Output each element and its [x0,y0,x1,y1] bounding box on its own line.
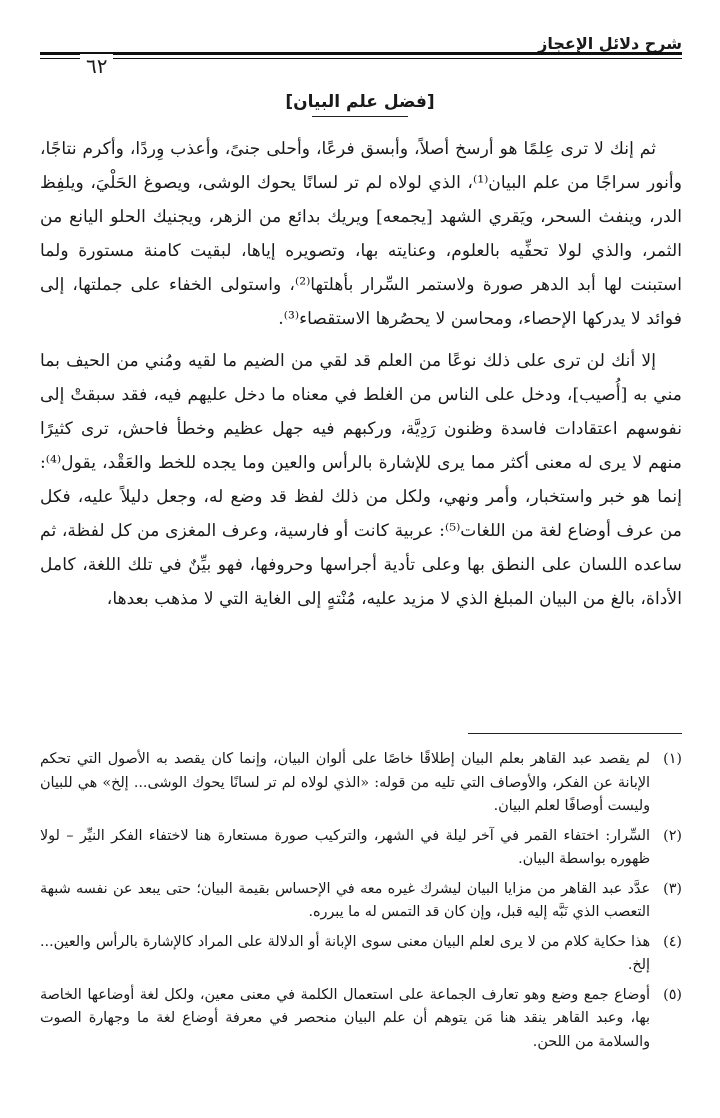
paragraph: ثم إنك لا ترى عِلمًا هو أرسخ أصلاً، وأبسق فرعًا، وأحلى جنىً، وأعذب وِردًا، وأكرم نتاجًا، وأنور سراجًا من علم البيان⁽¹⁾، الذي لولاه لم تر لسانًا يحوك الوشى، ويصوغ الحَلْيَ، ويلفِظ الدر، وينفث السحر، ويَقري الشهد [يجمعه] ويريك بدائع من الزهر، ويجنيك الحلو اليانع من الثمر، والذي لولا تحفِّيه بالعلوم، وعنايته بها، وتصويره إياها، لبقيت كامنة مستورة ولما استبنت لها أبد الدهر صورة ولاستمر السِّرار بأهلتها⁽²⁾، واستولى الخفاء على جملتها، إلى فوائد لا يدركها الإحصاء، ومحاسن لا يحصُرها الاستقصاء⁽³⁾. [40,139,683,329]
heading-underline [312,116,408,117]
page-number: ٦٢ [80,54,113,78]
footnote [40,931,682,978]
section-heading: [فضل علم البيان] [285,92,435,112]
header-rule-thin [40,58,682,59]
footnote [40,825,682,872]
footnote-separator [468,733,682,734]
footnotes [40,748,682,1060]
footnote-text: هذا حكاية كلام من لا يرى لعلم البيان معنى سوى الإبانة أو الدلالة على المراد كالإشارة بالرأس والعين... إلخ. [40,933,650,973]
footnote [40,984,682,1055]
footnote-number: (٤) [663,933,682,950]
main-text [40,132,682,616]
footnote-number: (١) [663,751,682,767]
footnote-text: أوضاع جمع وضع وهو تعارف الجماعة على استعمال الكلمة في معنى معين، ولكل لغة أوضاعها الخاصة بها، وعبد القاهر ينقد هنا مَن يتوهم أن علم البيان منحصر في معرفة أوضاع لغة ما وجهارة الصوت والسلامة من اللحن. [40,986,650,1050]
footnote-text: السِّرار: اختفاء القمر في آخر ليلة في الشهر، والتركيب صورة مستعارة هنا لاختفاء الفكر النيِّر – لولا ظهوره بواسطة البيان. [40,827,650,867]
footnote-text: عدَّد عبد القاهر من مزايا البيان ليشرك غيره معه في الإحساس بقيمة البيان؛ حتى يبعد عن نفسه شبهة التعصب الذي نَبَّه إليه قبل، وإن كان قد التمس له ما يبرره. [40,880,650,920]
footnote-number: (٣) [663,880,682,897]
footnote [40,878,682,925]
footnote-number: (٢) [663,827,682,844]
running-header [40,34,682,78]
footnote [40,748,682,819]
book-title: شرح دلائل الإعجاز [538,34,682,53]
paragraph: إلا أنك لن ترى على ذلك نوعًا من العلم قد لقي من الضيم ما لقيه ومُني من الحيف بما مني به [أُصيب]، ودخل على الناس من الغلط في معناه ما دخل عليهم فيه، فقد سبقتْ إلى نفوسهم اعتقادات فاسدة وظنون رَدِيَّة، وركبهم فيه جهل عظيم وخطأ فاحش، ترى كثيرًا منهم لا يرى له معنى أكثر مما يرى للإشارة بالرأس والعين وما يجده للخط والعَقْد، يقول⁽⁴⁾: إنما هو خبر واستخبار، وأمر ونهي، ولكل من ذلك لفظ قد وضع له، وجعل دليلاً عليه، فكل من عرف أوضاع لغة من اللغات⁽⁵⁾: عربية كانت أو فارسية، وعرف المغزى من كل لفظة، ثم ساعده اللسان على النطق بها وعلى تأدية أجراسها وحروفها، فهو بيِّنٌ في تلك اللغة، كامل الأداة، بالغ من البيان المبلغ الذي لا مزيد عليه، مُنْتهٍ إلى الغاية التي لا مذهب بعدها، [40,351,682,609]
footnote-text: لم يقصد عبد القاهر بعلم البيان إطلاقًا خاصًا على ألوان البيان، وإنما كان يقصد به الأصول التي تحكم الإبانة عن الفكر، والأوصاف التي تليه من قوله: «الذي لولاه لم تر لسانًا يحوك الوشى... إلخ» هي للبيان وليست أوصافًا لعلم البيان. [40,751,650,814]
header-rule-thick [40,52,682,55]
footnote-number: (٥) [663,986,682,1003]
